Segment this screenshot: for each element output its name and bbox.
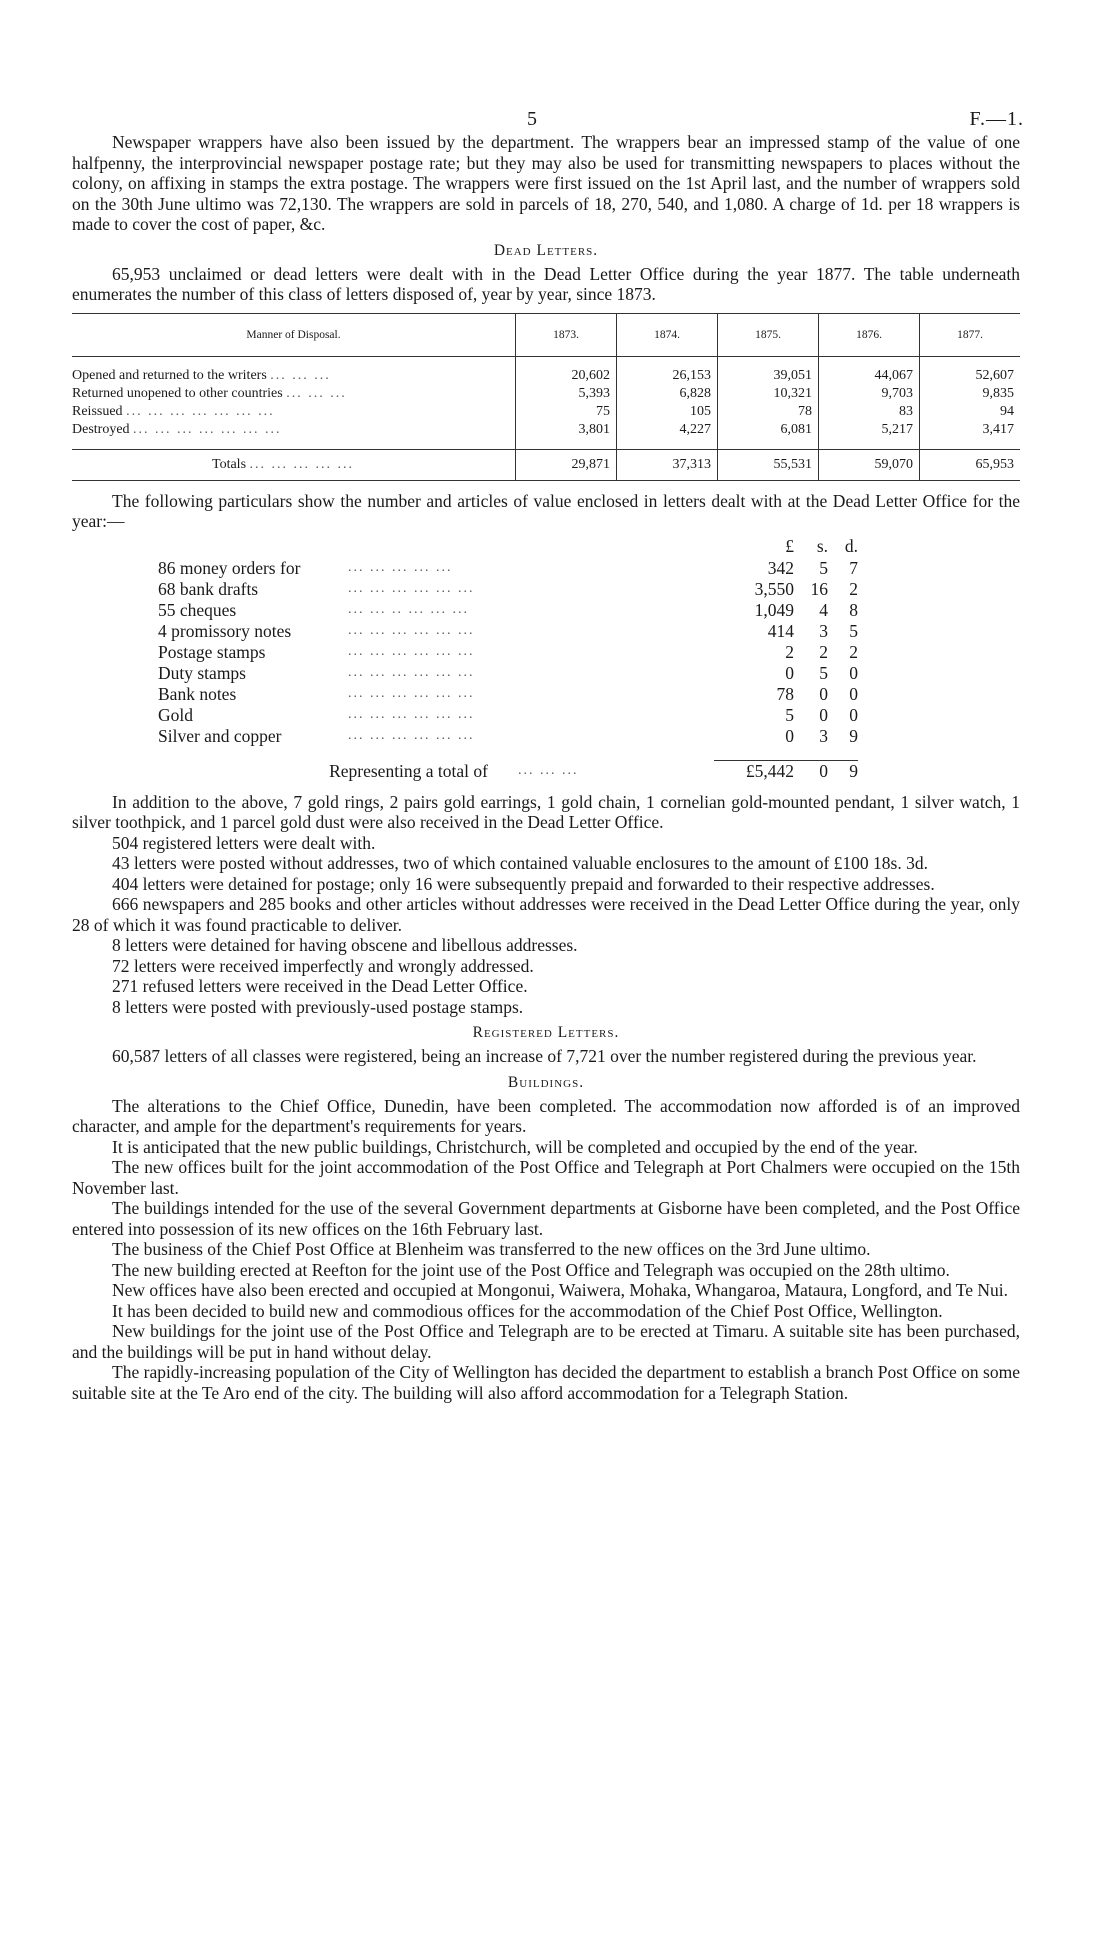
row-label: 4 promissory notes bbox=[158, 620, 292, 641]
row-label: Returned unopened to other countries bbox=[72, 385, 283, 401]
row-label: Opened and returned to the writers bbox=[72, 367, 267, 383]
table-cell: 39,051 bbox=[718, 367, 819, 385]
paragraph-used-stamps-8: 8 letters were posted with previously-used postage stamps. bbox=[112, 996, 524, 1017]
section-heading-buildings: Buildings. bbox=[507, 1073, 585, 1091]
pence-cell: 2 bbox=[849, 641, 858, 662]
valuables-row bbox=[158, 705, 858, 726]
total-pence: 9 bbox=[828, 760, 858, 782]
dead-letters-table bbox=[72, 313, 1020, 481]
leader-dots: ... ... ... ... ... ... bbox=[348, 665, 475, 680]
table-row bbox=[72, 403, 1020, 421]
table-cell: 78 bbox=[718, 403, 819, 421]
pence-cell: 9 bbox=[849, 725, 858, 746]
valuables-row bbox=[158, 600, 858, 621]
total-cell: 55,531 bbox=[718, 449, 819, 480]
leader-dots: ... ... ... ... ... ... bbox=[348, 728, 475, 743]
pence-cell: 0 bbox=[849, 662, 858, 683]
table-cell: 94 bbox=[920, 403, 1021, 421]
paragraph-refused-271: 271 refused letters were received in the Dead Letter Office. bbox=[112, 976, 528, 996]
pounds-cell: 0 bbox=[785, 662, 794, 683]
shillings-cell: 3 bbox=[819, 620, 828, 641]
row-label: 68 bank drafts bbox=[158, 578, 259, 599]
leader-dots: ... ... ... ... ... ... bbox=[348, 686, 475, 701]
table-cell: 44,067 bbox=[819, 367, 920, 385]
column-header: d. bbox=[844, 536, 858, 556]
table-cell: 26,153 bbox=[617, 367, 718, 385]
table-cell: 3,417 bbox=[920, 421, 1021, 439]
table-cell: 3,801 bbox=[516, 421, 617, 439]
column-header: 1873. bbox=[516, 313, 617, 356]
paragraph-buildings-6: The new building erected at Reefton for the joint use of the Post Office and Telegraph was occupied on the 28th ultimo. bbox=[112, 1259, 950, 1280]
table-row bbox=[72, 421, 1020, 439]
column-header: £ bbox=[785, 536, 794, 556]
paragraph-posted-43: 43 letters were posted without addresses, two of which contained valuable enclosures to the amount of £100 18s. 3d. bbox=[112, 853, 928, 873]
total-pounds: £5,442 bbox=[714, 760, 794, 782]
table-row bbox=[72, 385, 1020, 403]
row-label: Duty stamps bbox=[158, 662, 246, 683]
column-header: 1876. bbox=[819, 313, 920, 356]
paragraph-buildings-10: The rapidly-increasing population of the City of Wellington has decided the department to establish a branch Post Office on some suitable site at the Te Aro end of the city. The building will also afford accommodation for a Telegraph Station. bbox=[72, 1362, 1020, 1403]
pounds-cell: 342 bbox=[767, 557, 794, 578]
total-cell: 65,953 bbox=[920, 449, 1021, 480]
table-cell: 5,217 bbox=[819, 421, 920, 439]
table-cell: 6,081 bbox=[718, 421, 819, 439]
total-cell: 59,070 bbox=[819, 449, 920, 480]
document-page bbox=[72, 0, 1024, 1403]
column-header: Manner of Disposal. bbox=[72, 313, 516, 356]
leader-dots: ... ... ... bbox=[286, 385, 347, 401]
valuables-total-row bbox=[158, 761, 858, 782]
row-label: 86 money orders for bbox=[158, 557, 301, 578]
row-label: Destroyed bbox=[72, 421, 130, 437]
paragraph-registered: 60,587 letters of all classes were registered, being an increase of 7,721 over the number registered during the previous year. bbox=[112, 1046, 977, 1066]
table-cell: 9,703 bbox=[819, 385, 920, 403]
leader-dots: ... ... ... ... ... ... ... bbox=[133, 421, 282, 437]
total-label: Representing a total of bbox=[329, 760, 488, 781]
paragraph-buildings-7: New offices have also been erected and occupied at Mongonui, Waiwera, Mohaka, Whangaroa, Mataura, Longford, and Te Nui. bbox=[112, 1280, 1009, 1300]
table-total-row bbox=[72, 449, 1020, 480]
table-cell: 20,602 bbox=[516, 367, 617, 385]
pounds-cell: 5 bbox=[785, 704, 794, 725]
column-header: 1875. bbox=[718, 313, 819, 356]
column-header: s. bbox=[816, 536, 828, 556]
valuables-header-row bbox=[158, 536, 858, 558]
table-cell: 105 bbox=[617, 403, 718, 421]
shillings-cell: 3 bbox=[819, 725, 828, 746]
table-header-row bbox=[72, 313, 1020, 356]
shillings-cell: 16 bbox=[810, 578, 828, 599]
table-cell: 52,607 bbox=[920, 367, 1021, 385]
row-label: 55 cheques bbox=[158, 599, 237, 620]
paragraph-wrappers: Newspaper wrappers have also been issued by the department. The wrappers bear an impressed stamp of the value of one halfpenny, the interprovincial newspaper postage rate; but they may also be used for transmitting newspapers to places without the colony, on affixing in stamps the extra postage. The wrappers were first issued on the 1st April last, and the number of wrappers sold on the 30th June ultimo was 72,130. The wrappers are sold in parcels of 18, 270, 540, and 1,080. A charge of 1d. per 18 wrappers is made to cover the cost of paper, &c. bbox=[72, 132, 1020, 234]
table-row bbox=[72, 367, 1020, 385]
row-label: Bank notes bbox=[158, 683, 237, 704]
pounds-cell: 414 bbox=[767, 620, 794, 641]
paragraph-detained-404: 404 letters were detained for postage; only 16 were subsequently prepaid and forwarded to their respective addresses. bbox=[112, 873, 935, 894]
leader-dots: ... ... .. ... ... ... bbox=[348, 602, 469, 617]
leader-dots: ... ... ... ... ... ... bbox=[348, 623, 475, 638]
leader-dots: ... ... ... ... ... ... ... bbox=[126, 403, 275, 419]
pounds-cell: 0 bbox=[785, 725, 794, 746]
paragraph-obscene-8: 8 letters were detained for having obscene and libellous addresses. bbox=[112, 935, 578, 955]
paragraph-imperfect-72: 72 letters were received imperfectly and wrongly addressed. bbox=[112, 955, 534, 976]
pounds-cell: 3,550 bbox=[754, 578, 794, 599]
paragraph-buildings-9: New buildings for the joint use of the Post Office and Telegraph are to be erected at Timaru. A suitable site has been purchased, and the buildings will be put in hand without delay. bbox=[72, 1321, 1020, 1362]
leader-dots: ... ... ... ... ... bbox=[348, 560, 453, 575]
paragraph-particulars: The following particulars show the number and articles of value enclosed in letters dealt with at the Dead Letter Office for the year:— bbox=[72, 490, 1020, 531]
table-cell: 83 bbox=[819, 403, 920, 421]
pence-cell: 5 bbox=[849, 620, 858, 641]
pence-cell: 0 bbox=[849, 704, 858, 725]
row-label: Postage stamps bbox=[158, 641, 266, 662]
paragraph-buildings-1: The alterations to the Chief Office, Dunedin, have been completed. The accommodation now afforded is of an improved character, and ample for the department's requirements for years. bbox=[72, 1095, 1020, 1136]
pence-cell: 0 bbox=[849, 683, 858, 704]
shillings-cell: 5 bbox=[819, 662, 828, 683]
pounds-cell: 78 bbox=[776, 683, 794, 704]
valuables-row bbox=[158, 558, 858, 579]
paragraph-dead-intro: 65,953 unclaimed or dead letters were dealt with in the Dead Letter Office during the year 1877. The table underneath enumerates the number of this class of letters disposed of, year by year, since 1873. bbox=[72, 263, 1020, 304]
valuables-row bbox=[158, 579, 858, 600]
total-cell: 37,313 bbox=[617, 449, 718, 480]
table-cell: 5,393 bbox=[516, 385, 617, 403]
row-label: Reissued bbox=[72, 403, 123, 419]
table-cell: 9,835 bbox=[920, 385, 1021, 403]
table-cell: 6,828 bbox=[617, 385, 718, 403]
row-label: Gold bbox=[158, 704, 193, 725]
total-cell: 29,871 bbox=[516, 449, 617, 480]
paragraph-buildings-2: It is anticipated that the new public buildings, Christchurch, will be completed and occupied by the end of the year. bbox=[112, 1136, 918, 1157]
paragraph-buildings-4: The buildings intended for the use of the several Government departments at Gisborne have been completed, and the Post Office entered into possession of its new offices on the 16th February last. bbox=[72, 1198, 1020, 1239]
table-cell: 10,321 bbox=[718, 385, 819, 403]
page-number: 5 bbox=[527, 108, 537, 130]
valuables-row bbox=[158, 621, 858, 642]
pence-cell: 7 bbox=[849, 557, 858, 578]
pence-cell: 2 bbox=[849, 578, 858, 599]
total-shillings: 0 bbox=[794, 760, 828, 782]
valuables-row bbox=[158, 642, 858, 663]
paragraph-newspapers-666: 666 newspapers and 285 books and other articles without addresses were received in the Dead Letter Office during the year, only 28 of which it was found practicable to deliver. bbox=[72, 894, 1020, 935]
leader-dots: ... ... ... ... ... ... bbox=[348, 581, 475, 596]
pence-cell: 8 bbox=[849, 599, 858, 620]
page-header bbox=[72, 0, 1024, 132]
leader-dots: ... ... ... bbox=[518, 763, 579, 778]
valuables-row bbox=[158, 726, 858, 747]
valuables-table bbox=[158, 536, 858, 782]
paragraph-buildings-8: It has been decided to build new and commodious offices for the accommodation of the Chief Post Office, Wellington. bbox=[112, 1300, 943, 1321]
paragraph-addition: In addition to the above, 7 gold rings, 2 pairs gold earrings, 1 gold chain, 1 cornelian gold-mounted pendant, 1 silver watch, 1 silver toothpick, and 1 parcel gold dust were also received in the Dead Letter Office. bbox=[72, 791, 1020, 832]
paragraph-buildings-5: The business of the Chief Post Office at Blenheim was transferred to the new offices on the 3rd June ultimo. bbox=[112, 1239, 871, 1259]
section-heading-dead-letters: Dead Letters. bbox=[493, 241, 599, 259]
table-cell: 4,227 bbox=[617, 421, 718, 439]
shillings-cell: 0 bbox=[819, 683, 828, 704]
document-reference: F.—1. bbox=[969, 108, 1024, 130]
shillings-cell: 2 bbox=[819, 641, 828, 662]
shillings-cell: 5 bbox=[819, 557, 828, 578]
leader-dots: ... ... ... ... ... ... bbox=[348, 644, 475, 659]
shillings-cell: 0 bbox=[819, 704, 828, 725]
table-cell: 75 bbox=[516, 403, 617, 421]
valuables-row bbox=[158, 663, 858, 684]
paragraph-buildings-3: The new offices built for the joint accommodation of the Post Office and Telegraph at Port Chalmers were occupied on the 15th November last. bbox=[72, 1157, 1020, 1198]
leader-dots: ... ... ... ... ... bbox=[249, 456, 355, 472]
row-label: Silver and copper bbox=[158, 725, 282, 746]
pounds-cell: 2 bbox=[785, 641, 794, 662]
leader-dots: ... ... ... ... ... ... bbox=[348, 707, 475, 722]
section-heading-registered: Registered Letters. bbox=[472, 1024, 620, 1041]
shillings-cell: 4 bbox=[819, 599, 828, 620]
pounds-cell: 1,049 bbox=[754, 599, 794, 620]
column-header: 1874. bbox=[617, 313, 718, 356]
leader-dots: ... ... ... bbox=[270, 367, 331, 383]
total-label: Totals bbox=[212, 456, 247, 472]
valuables-row bbox=[158, 684, 858, 705]
column-header: 1877. bbox=[920, 313, 1021, 356]
paragraph-registered-504: 504 registered letters were dealt with. bbox=[112, 832, 376, 853]
